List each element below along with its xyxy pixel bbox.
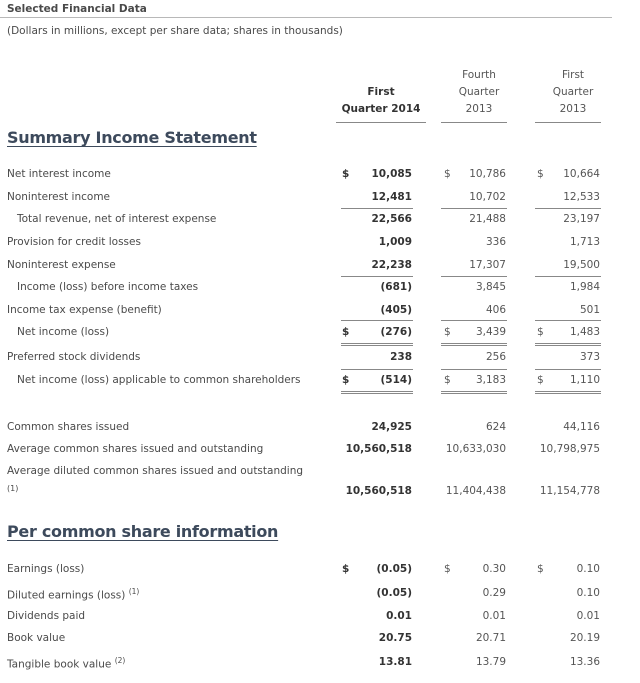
cell-value: 0.10 (576, 563, 600, 575)
row-label-text: Income (loss) before income taxes (17, 281, 199, 293)
currency-symbol: $ (342, 168, 350, 180)
cell-value: 624 (485, 421, 506, 433)
cell-value: 256 (485, 351, 506, 363)
row-label (7, 443, 263, 455)
cell-value: 3,845 (475, 281, 506, 293)
row-label-text: Book value (7, 632, 66, 644)
currency-symbol: $ (444, 563, 451, 575)
cell-value: 10,786 (469, 168, 506, 180)
title-divider (0, 17, 612, 18)
currency-symbol: $ (537, 374, 544, 386)
cell-value: 0.01 (482, 610, 506, 622)
total-rule (341, 320, 413, 321)
row-label-text: Earnings (loss) (7, 563, 85, 575)
total-rule (441, 276, 507, 277)
cell-value: 10,633,030 (445, 443, 506, 455)
row-label-text: Tangible book value (7, 658, 112, 671)
total-rule (441, 320, 507, 321)
cell-value: (681) (380, 281, 412, 293)
cell-value: 336 (485, 236, 506, 248)
cell-value: 1,009 (378, 236, 412, 248)
currency-symbol: $ (342, 326, 350, 338)
cell-value: 0.29 (482, 587, 506, 599)
col-header-q1-2013: First Quarter 2013 (552, 69, 594, 115)
cell-value: 17,307 (469, 259, 506, 271)
row-label (7, 168, 111, 180)
row-label (7, 465, 303, 477)
cell-value: 20.19 (569, 632, 600, 644)
cell-value: 22,566 (371, 213, 412, 225)
section-heading-per-share: Per common share information (7, 522, 279, 541)
row-label (7, 563, 84, 575)
currency-symbol: $ (537, 168, 544, 180)
row-label-text: Net interest income (7, 168, 111, 180)
cell-value: 13.79 (475, 656, 506, 668)
row-label (7, 656, 125, 671)
cell-value: 11,404,438 (445, 485, 506, 497)
col-header-q4-2013: Fourth Quarter 2013 (458, 69, 500, 115)
row-label-text: Dividends paid (7, 610, 86, 622)
row-label (7, 236, 141, 248)
cell-value: 10,798,975 (539, 443, 600, 455)
cell-value: (0.05) (376, 587, 412, 599)
total-rule (535, 391, 601, 394)
total-rule (535, 320, 601, 321)
cell-value: (405) (380, 304, 412, 316)
currency-symbol: $ (342, 374, 350, 386)
row-label (7, 610, 85, 622)
cell-value: 1,984 (569, 281, 600, 293)
cell-value: 3,439 (475, 326, 506, 338)
cell-value: 10,560,518 (345, 443, 412, 455)
row-label (7, 351, 140, 363)
row-label-text: Noninterest income (7, 191, 111, 203)
cell-value: 20.75 (378, 632, 412, 644)
cell-value: 12,533 (563, 191, 600, 203)
cell-value: 24,925 (371, 421, 412, 433)
cell-value: 0.30 (482, 563, 506, 575)
cell-value: 13.36 (569, 656, 600, 668)
total-rule (535, 276, 601, 277)
total-rule (535, 369, 601, 370)
footnote-marker: (2) (114, 656, 126, 665)
cell-value: 11,154,778 (539, 485, 600, 497)
col-header-q1-2014: First Quarter 2014 (341, 86, 421, 115)
currency-symbol: $ (444, 374, 451, 386)
row-label (7, 632, 65, 644)
currency-symbol: $ (537, 563, 544, 575)
cell-value: 22,238 (371, 259, 412, 271)
cell-value: 44,116 (563, 421, 600, 433)
total-rule (535, 208, 601, 209)
row-label-text: Noninterest expense (7, 259, 116, 271)
col-header-rule (535, 122, 601, 123)
total-rule (341, 276, 413, 277)
cell-value: (0.05) (376, 563, 412, 575)
cell-value: 23,197 (563, 213, 600, 225)
cell-value: 10,085 (371, 168, 412, 180)
cell-value: 0.01 (386, 610, 412, 622)
cell-value: 406 (485, 304, 506, 316)
cell-value: 21,488 (469, 213, 506, 225)
cell-value: 1,110 (569, 374, 600, 386)
row-label-text: Diluted earnings (loss) (7, 589, 126, 602)
table-title: Selected Financial Data (7, 3, 147, 15)
row-label (7, 191, 110, 203)
row-label-text: Common shares issued (7, 421, 130, 433)
total-rule (341, 343, 413, 346)
cell-value: 501 (579, 304, 600, 316)
row-label (7, 259, 116, 271)
total-rule (535, 343, 601, 346)
row-label (17, 374, 301, 386)
total-rule (341, 369, 413, 370)
cell-value: 1,483 (569, 326, 600, 338)
currency-symbol: $ (444, 326, 451, 338)
row-label-text: Net income (loss) applicable to common shareholders (17, 374, 301, 386)
total-rule (441, 369, 507, 370)
row-label (17, 213, 216, 225)
cell-value: 12,481 (371, 191, 412, 203)
cell-value: 10,664 (563, 168, 600, 180)
row-label-text: Preferred stock dividends (7, 351, 141, 363)
row-label-text: Income tax expense (benefit) (7, 304, 162, 316)
cell-value: 0.01 (576, 610, 600, 622)
row-label (17, 326, 109, 338)
cell-value: 19,500 (563, 259, 600, 271)
table-subtitle: (Dollars in millions, except per share data; shares in thousands) (7, 25, 343, 37)
col-header-rule (441, 122, 507, 123)
currency-symbol: $ (342, 563, 350, 575)
row-label (7, 421, 129, 433)
cell-value: 10,560,518 (345, 485, 412, 497)
total-rule (441, 343, 507, 346)
row-label-text: Average common shares issued and outstanding (7, 443, 264, 455)
cell-value: 373 (579, 351, 600, 363)
cell-value: 20.71 (475, 632, 506, 644)
total-rule (441, 391, 507, 394)
cell-value: 0.10 (576, 587, 600, 599)
row-label-text: Average diluted common shares issued and outstanding (7, 465, 304, 477)
row-label-text: Net income (loss) (17, 326, 110, 338)
cell-value: 1,713 (569, 236, 600, 248)
cell-value: 13.81 (378, 656, 412, 668)
row-label (7, 304, 162, 316)
cell-value: 238 (390, 351, 412, 363)
footnote-marker: (1) (128, 587, 140, 596)
row-label (17, 281, 198, 293)
row-label-text: Total revenue, net of interest expense (17, 213, 217, 225)
col-header-rule (336, 122, 426, 123)
cell-value: (276) (380, 326, 412, 338)
total-rule (441, 208, 507, 209)
cell-value: 10,702 (469, 191, 506, 203)
currency-symbol: $ (444, 168, 451, 180)
cell-value: 3,183 (475, 374, 506, 386)
section-heading-income: Summary Income Statement (7, 128, 257, 147)
currency-symbol: $ (537, 326, 544, 338)
total-rule (341, 391, 413, 394)
row-label-text: Provision for credit losses (7, 236, 141, 248)
footnote-marker: (1) (7, 484, 19, 493)
total-rule (341, 208, 413, 209)
cell-value: (514) (380, 374, 412, 386)
row-label (7, 587, 139, 602)
